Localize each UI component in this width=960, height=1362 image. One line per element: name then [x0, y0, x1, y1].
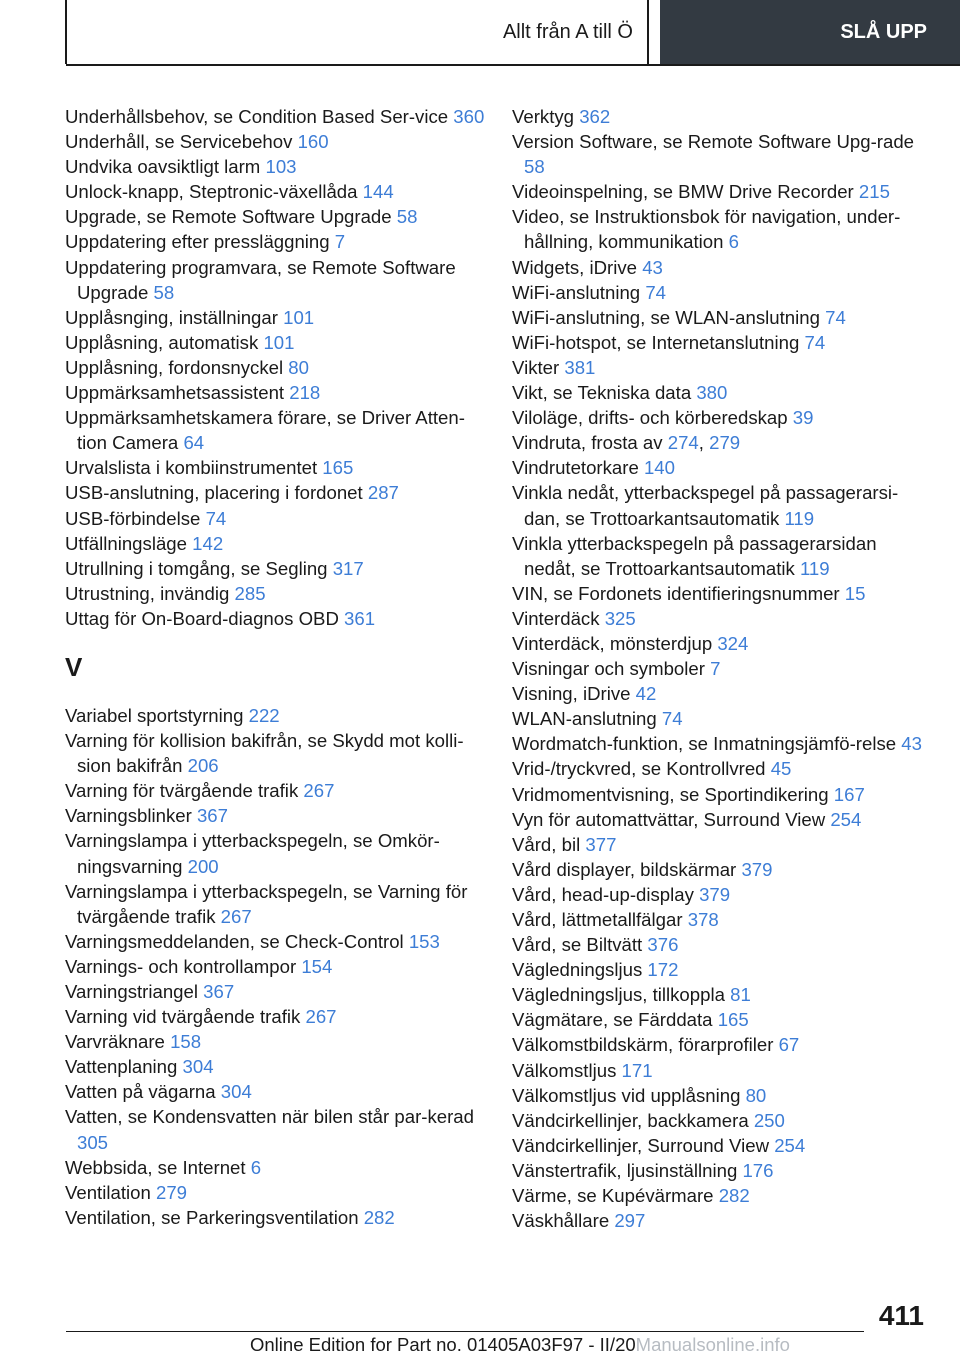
page-link[interactable]: 304 [182, 1056, 214, 1078]
index-entry [65, 480, 485, 505]
page-link[interactable]: 167 [833, 783, 865, 805]
index-entry [65, 803, 485, 828]
index-entry-text: Video, se Instruktionsbok för navigation, under-hållning, kommunikation [512, 206, 901, 253]
index-entry [512, 1007, 922, 1032]
index-entry [512, 1133, 922, 1158]
page-link[interactable]: 377 [585, 833, 617, 855]
index-entry-text: WiFi-anslutning, se WLAN-anslutning [512, 306, 820, 328]
index-list-u [65, 104, 485, 631]
index-entry-text: WiFi-anslutning [512, 281, 641, 303]
index-entry [65, 229, 485, 254]
index-entry [512, 581, 922, 606]
index-entry-text: USB-anslutning, placering i fordonet [65, 482, 363, 504]
index-entry [65, 828, 485, 878]
page-link[interactable]: 267 [303, 780, 335, 802]
index-entry [65, 179, 485, 204]
page-link[interactable]: 142 [192, 532, 224, 554]
index-entry-text: Vatten, se Kondensvatten när bilen står par-kerad [65, 1106, 474, 1128]
index-entry [65, 1205, 485, 1230]
index-entry-text: WLAN-anslutning [512, 708, 657, 730]
page-link[interactable]: 360 [453, 106, 485, 127]
page-link[interactable]: 74 [205, 507, 227, 529]
tab-allt-fran-a-till-o[interactable]: Allt från A till Ö [65, 0, 649, 64]
index-entry-text: Vattenplaning [65, 1056, 178, 1078]
page-link[interactable]: 7 [334, 231, 346, 253]
page-link[interactable]: 304 [220, 1081, 252, 1103]
index-entry-text: Visning, iDrive [512, 683, 631, 705]
index-entry-text: Varvräknare [65, 1031, 165, 1053]
index-entry [512, 1208, 922, 1233]
index-entry-text: Verktyg [512, 106, 575, 127]
page-link[interactable]: 279 [155, 1181, 188, 1203]
index-entry-text: Ventilation [65, 1181, 151, 1203]
index-list-v [65, 703, 485, 1230]
index-entry-text: Vändcirkellinjer, Surround View [512, 1134, 770, 1156]
index-entry-text: Vård, se Biltvätt [512, 934, 643, 956]
index-entry [512, 455, 922, 480]
index-entry-text: Viloläge, drifts- och körberedskap [512, 407, 788, 429]
page-link[interactable]: 287 [367, 482, 399, 504]
index-entry-text: Version Software, se Remote Software Upg-rade [512, 131, 915, 153]
index-entry [512, 857, 922, 882]
index-entry [65, 1004, 485, 1029]
index-entry-text: USB-förbindelse [65, 507, 201, 529]
index-entry [65, 330, 485, 355]
index-entry-text: Vatten på vägarna [65, 1081, 216, 1103]
index-entry-text: Vänstertrafik, ljusinställning [512, 1159, 738, 1181]
index-entry [512, 756, 922, 781]
index-entry-text: Uppmärksamhetsassistent [65, 382, 285, 404]
index-entry [512, 807, 922, 832]
index-entry [512, 129, 922, 179]
page-link[interactable]: 6 [728, 231, 739, 253]
index-entry-text: Väskhållare [512, 1210, 610, 1232]
index-entry [512, 631, 922, 656]
index-entry [512, 1183, 922, 1208]
index-entry [65, 581, 485, 606]
index-entry [65, 954, 485, 979]
index-entry-text: Utrustning, invändig [65, 582, 230, 604]
index-entry-text: Wordmatch-funktion, se Inmatningsjämfö-relse [512, 733, 897, 755]
index-entry [512, 731, 922, 756]
page-link[interactable]: 101 [263, 331, 295, 353]
index-entry-text: Vård, head-up-display [512, 883, 694, 905]
page-link[interactable]: 158 [170, 1031, 202, 1053]
index-entry-text: Varning vid tvärgående trafik [65, 1006, 301, 1028]
index-entry-text: Unlock-knapp, Steptronic-växellåda [65, 181, 358, 203]
index-entry [65, 979, 485, 1004]
page-link[interactable]: 81 [730, 984, 751, 1006]
index-entry [65, 380, 485, 405]
footer-divider [66, 1331, 864, 1332]
page-link[interactable]: 154 [301, 955, 333, 977]
page-link[interactable]: 74 [825, 306, 846, 328]
page-link[interactable]: 74 [804, 331, 826, 353]
index-entry [512, 882, 922, 907]
index-entry [512, 531, 922, 581]
page-link[interactable]: 206 [187, 755, 219, 777]
page-link[interactable]: 80 [745, 1084, 767, 1106]
page-link[interactable]: 172 [647, 959, 679, 981]
index-entry-text: Upplåsning, automatisk [65, 331, 259, 353]
page-link[interactable]: 267 [220, 905, 252, 927]
index-entry [512, 782, 922, 807]
index-entry-text: Vikt, se Tekniska data [512, 382, 692, 404]
index-entry-text: Varnings- och kontrollampor [65, 955, 297, 977]
index-entry [512, 305, 922, 330]
index-entry [65, 355, 485, 380]
index-entry-text: Vägledningsljus [512, 959, 643, 981]
index-entry-text: Vård displayer, bildskärmar [512, 858, 737, 880]
index-entry-text: Vinkla ytterbackspegeln på passagerarsidan nedåt, se Trottoarkantsautomatik [512, 532, 877, 579]
index-entry [65, 506, 485, 531]
index-entry-text: Vindrutetorkare [512, 457, 639, 479]
page-link[interactable]: 379 [741, 858, 773, 880]
page-link[interactable]: 74 [645, 281, 666, 303]
index-entry-text: Visningar och symboler [512, 658, 705, 680]
index-entry-text: Varning för kollision bakifrån, se Skydd mot kolli-sion bakifrån [65, 730, 464, 777]
page-link[interactable]: 285 [234, 582, 266, 604]
index-entry-text: Välkomstbildskärm, förarprofiler [512, 1034, 774, 1056]
index-entry [65, 703, 485, 728]
index-entry-text: Variabel sportstyrning [65, 704, 244, 726]
index-entry-text: Webbsida, se Internet [65, 1156, 246, 1178]
page-link[interactable]: 171 [621, 1059, 653, 1081]
index-column-right [512, 104, 922, 1233]
index-entry [512, 179, 922, 204]
page-link[interactable]: 279 [709, 432, 741, 454]
index-entry-text: Uppdatering efter pressläggning [65, 231, 330, 253]
index-entry [512, 480, 922, 530]
index-entry-text: Upgrade, se Remote Software Upgrade [65, 206, 392, 228]
index-entry-text: WiFi-hotspot, se Internetanslutning [512, 331, 800, 353]
index-entry-text: Välkomstljus vid upplåsning [512, 1084, 741, 1106]
page-link[interactable]: 80 [288, 356, 309, 378]
page-link[interactable]: 379 [699, 883, 731, 905]
page-link[interactable]: 160 [297, 131, 329, 153]
page-link[interactable]: 165 [322, 457, 354, 479]
index-entry-text: Vinterdäck [512, 607, 600, 629]
page-link[interactable]: 254 [830, 808, 862, 830]
page-link[interactable]: 305 [77, 1131, 109, 1153]
page-link[interactable]: 43 [642, 256, 663, 278]
footer-edition: Online Edition for Part no. 01405A03F97 - II/20 [250, 1334, 636, 1355]
page-link[interactable]: 58 [396, 206, 418, 228]
index-entry [65, 1104, 485, 1154]
index-entry-text: Uttag för On-Board-diagnos OBD [65, 607, 339, 629]
index-entry [512, 656, 922, 681]
index-entry [65, 455, 485, 480]
index-entry-text: Vindruta, frosta av [512, 432, 663, 454]
index-entry [512, 1058, 922, 1083]
tab-sla-upp[interactable]: SLÅ UPP [660, 0, 960, 64]
page-link[interactable]: 6 [250, 1156, 262, 1178]
index-entry-text: Underhållsbehov, se Condition Based Ser-vice [65, 106, 449, 127]
index-entry [65, 879, 485, 929]
index-entry [512, 1158, 922, 1183]
index-entry [65, 531, 485, 556]
index-entry [65, 1180, 485, 1205]
index-entry-text: Varningslampa i ytterbackspegeln, se Varning för tvärgående trafik [65, 880, 468, 927]
page-link[interactable]: 222 [248, 704, 280, 726]
index-entry-text: Underhåll, se Servicebehov [65, 131, 293, 153]
index-entry [65, 606, 485, 631]
index-entry [65, 204, 485, 229]
index-entry [512, 932, 922, 957]
page-link[interactable]: 376 [647, 934, 679, 956]
index-entry-text: Värme, se Kupévärmare [512, 1185, 714, 1207]
page-link[interactable]: 378 [687, 909, 719, 930]
index-entry-text: Vägledningsljus, tillkoppla [512, 984, 725, 1006]
index-entry [65, 305, 485, 330]
index-entry-text: Vändcirkellinjer, backkamera [512, 1109, 749, 1131]
index-entry-text: Vinkla nedåt, ytterbackspegel på passagerarsi-dan, se Trottoarkantsautomatik [512, 482, 899, 529]
index-entry-text: Varningsmeddelanden, se Check-Control [65, 930, 404, 952]
page-link[interactable]: 267 [305, 1006, 337, 1028]
index-entry [65, 129, 485, 154]
page-link[interactable]: 218 [289, 382, 321, 404]
index-entry-text: Vinterdäck, mönsterdjup [512, 632, 713, 654]
index-entry-text: Vridmomentvisning, se Sportindikering [512, 783, 829, 805]
page-link[interactable]: 144 [362, 181, 394, 203]
index-entry [65, 1029, 485, 1054]
index-entry [512, 1108, 922, 1133]
page-link[interactable]: 282 [363, 1206, 395, 1228]
index-entry-text: Upplåsnging, inställningar [65, 306, 278, 328]
page-link[interactable]: 119 [799, 557, 830, 579]
page-link[interactable]: 103 [265, 156, 297, 178]
index-entry-text: Varningstriangel [65, 981, 198, 1002]
index-entry-text: Vrid-/tryckvred, se Kontrollvred [512, 758, 766, 780]
page-link[interactable]: 165 [717, 1009, 749, 1031]
index-entry [512, 355, 922, 380]
index-entry-text: Widgets, iDrive [512, 256, 638, 278]
page-link[interactable]: 42 [635, 683, 657, 705]
index-entry [512, 1083, 922, 1108]
index-entry [512, 255, 922, 280]
index-entry [65, 1155, 485, 1180]
page-link[interactable]: 297 [614, 1210, 646, 1232]
page-link[interactable]: 367 [196, 805, 228, 827]
page-link[interactable]: 367 [203, 981, 235, 1002]
page-link[interactable]: 15 [844, 582, 866, 604]
page-link[interactable]: 317 [332, 557, 364, 579]
index-entry-text: Undvika oavsiktligt larm [65, 156, 261, 178]
index-entry [65, 154, 485, 179]
index-entry-text: Vård, bil [512, 833, 581, 855]
index-entry-text: Urvalslista i kombiinstrumentet [65, 457, 318, 479]
page-link[interactable]: 45 [770, 758, 792, 780]
index-entry-text: Varningslampa i ytterbackspegeln, se Omkör-ningsvarning [65, 830, 440, 877]
index-entry [512, 606, 922, 631]
index-letter-heading: V [65, 651, 83, 682]
index-entry-text: Vyn för automattvättar, Surround View [512, 808, 826, 830]
index-entry-text: Utfällningsläge [65, 532, 187, 554]
index-entry-text: Videoinspelning, se BMW Drive Recorder [512, 181, 854, 203]
index-entry-text: Vikter [512, 356, 560, 378]
page-link[interactable]: 250 [753, 1109, 785, 1131]
page-link[interactable]: 362 [579, 106, 611, 127]
index-entry [512, 706, 922, 731]
page-link[interactable]: 140 [643, 457, 675, 479]
index-column-left [65, 104, 485, 1230]
index-entry [512, 104, 922, 129]
page-link[interactable]: 361 [344, 607, 376, 629]
page-link[interactable]: 74 [661, 708, 683, 730]
index-entry-text: VIN, se Fordonets identifieringsnummer [512, 582, 840, 604]
page-number: 411 [878, 1300, 924, 1331]
index-entry [512, 330, 922, 355]
page-link[interactable]: 324 [717, 632, 749, 654]
page-link[interactable]: 64 [183, 432, 205, 454]
index-entry-text: Uppmärksamhetskamera förare, se Driver Atten-tion Camera [65, 407, 465, 454]
index-entry [512, 957, 922, 982]
footer [250, 1334, 790, 1356]
index-entry: Vindruta, frosta av 274, 279 [512, 432, 741, 454]
page-link[interactable]: 119 [784, 507, 815, 529]
page-link[interactable]: 7 [710, 658, 721, 680]
index-entry [512, 907, 922, 932]
index-entry [65, 556, 485, 581]
page-link[interactable]: 282 [718, 1185, 750, 1207]
index-entry-text: Vägmätare, se Färddata [512, 1009, 713, 1031]
index-entry [512, 982, 922, 1007]
page-link[interactable]: 380 [696, 382, 728, 404]
index-list-v-continued [512, 104, 922, 1233]
footer-watermark: Manualsonline.info [635, 1334, 790, 1355]
page-link[interactable]: 215 [858, 181, 890, 203]
page-link[interactable]: 101 [283, 306, 315, 328]
index-entry-text: Varning för tvärgående trafik [65, 780, 299, 802]
index-entry [65, 929, 485, 954]
index-entry-text: Uppdatering programvara, se Remote Software Upgrade [65, 256, 456, 303]
index-entry [65, 1079, 485, 1104]
index-entry-text: Vård, lättmetallfälgar [512, 909, 683, 930]
index-entry [65, 255, 485, 305]
index-entry [65, 104, 485, 129]
header-divider [66, 64, 960, 66]
page-link[interactable]: 153 [408, 930, 440, 952]
page-link[interactable]: 39 [792, 407, 814, 429]
index-entry [512, 280, 922, 305]
index-entry [65, 405, 485, 455]
index-entry [512, 380, 922, 405]
page-link[interactable]: 254 [774, 1134, 806, 1156]
index-entry [512, 405, 922, 430]
index-entry [65, 778, 485, 803]
index-entry-text: Välkomstljus [512, 1059, 617, 1081]
page-link[interactable]: 43 [901, 733, 922, 755]
index-entry [65, 728, 485, 778]
page-link[interactable]: 381 [564, 356, 596, 378]
index-entry [512, 681, 922, 706]
index-entry-text: Ventilation, se Parkeringsventilation [65, 1206, 359, 1228]
page-link[interactable]: 58 [153, 281, 175, 303]
page-link[interactable]: 200 [187, 855, 219, 877]
index-entry [512, 204, 922, 254]
page-link[interactable]: 67 [778, 1034, 800, 1056]
index-entry-text: Utrullning i tomgång, se Segling [65, 557, 328, 579]
page-link[interactable]: 58 [524, 156, 545, 178]
page-link[interactable]: 325 [604, 607, 636, 629]
page-link[interactable]: 176 [742, 1159, 774, 1181]
index-entry [512, 1032, 922, 1057]
index-entry-text: Upplåsning, fordonsnyckel [65, 356, 284, 378]
page-link[interactable]: 274 [667, 432, 699, 454]
index-entry [512, 832, 922, 857]
index-entry-text: Varningsblinker [65, 805, 192, 827]
index-entry [65, 1054, 485, 1079]
